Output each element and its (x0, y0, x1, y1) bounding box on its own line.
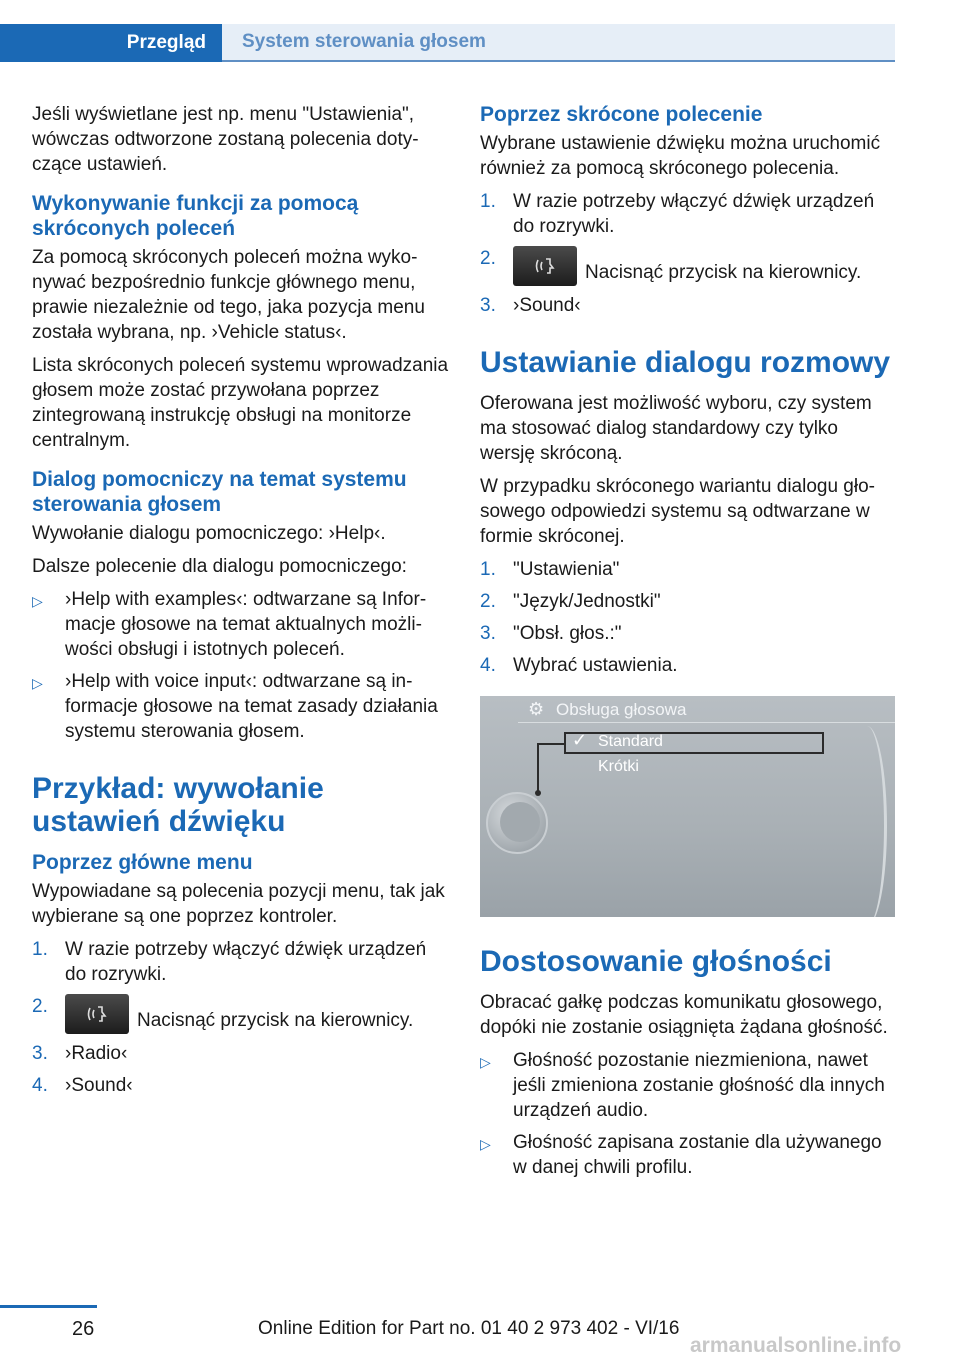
tab-overview[interactable]: Przegląd (0, 24, 222, 62)
paragraph: Lista skróconych poleceń systemu wprowadzania głosem może zostać przywołana poprzez zintegrowaną instrukcję obsługi na monitorze centralnym. (32, 355, 449, 451)
pointer-line-icon (530, 742, 570, 798)
list-item: ▷ Głośność pozostanie niezmieniona, nawet jeśli zmieniona zostanie głośność dla innych urządzeń audio. (480, 1050, 885, 1121)
paragraph: Wybrane ustawienie dźwięku można uruchomić również za pomocą skróconego polecenia. (480, 133, 881, 179)
bullet-list (480, 1048, 895, 1180)
voice-button-icon (65, 994, 129, 1034)
footer-line (0, 1305, 97, 1308)
voice-button-icon (513, 246, 577, 286)
section-heading-example: Przykład: wywołanie ustawień dźwięku (32, 772, 324, 838)
left-column (32, 102, 450, 1105)
numbered-list (32, 937, 450, 1098)
screen-divider (518, 722, 895, 723)
triangle-bullet-icon: ▷ (480, 1136, 491, 1152)
paragraph: Obracać gałkę podczas komunikatu głosowego, dopóki nie zostanie osiągnięta żądana głośność. (480, 992, 888, 1038)
subheading-short-command: Poprzez skrócone polecenie (480, 103, 763, 126)
list-item: 2. "Język/Jednostki" (480, 591, 661, 612)
screen-title: Obsługa głosowa (556, 700, 687, 719)
settings-gear-icon: ⚙ (528, 699, 545, 719)
numbered-list (480, 189, 895, 318)
subheading-shortcuts: Wykonywanie funkcji za pomocą skróconych poleceń (32, 192, 359, 240)
controller-knob-center (500, 802, 540, 842)
paragraph: Wywołanie dialogu pomocniczego: ›Help‹. (32, 523, 386, 544)
triangle-bullet-icon: ▷ (32, 593, 43, 609)
triangle-bullet-icon: ▷ (480, 1054, 491, 1070)
page-number: 26 (72, 1318, 95, 1340)
list-item: ▷ ›Help with voice input‹: odtwarzane są informacje głosowe na temat zasady działania systemu sterowania głosem. (32, 671, 438, 742)
right-column (480, 102, 895, 1187)
subheading-help-dialog: Dialog pomocniczy na temat systemu sterowania głosem (32, 468, 407, 516)
watermark: armanualsonline.info (690, 1334, 902, 1357)
header-divider (222, 60, 895, 62)
list-item: 3. "Obsł. głos.:" (480, 623, 622, 644)
paragraph: Wypowiadane są polecenia pozycji menu, tak jak wybierane są one poprzez kontroler. (32, 881, 445, 927)
edition-text: Online Edition for Part no. 01 40 2 973 402 - VI/16 (258, 1318, 680, 1339)
subheading-main-menu: Poprzez główne menu (32, 851, 253, 874)
list-item: 3. ›Sound‹ (480, 295, 581, 316)
list-item: 1. W razie potrzeby włączyć dźwięk urządzeń do rozrywki. (480, 191, 875, 237)
check-icon: ✓ (572, 730, 588, 750)
option-short: Krótki (598, 758, 639, 775)
triangle-bullet-icon: ▷ (32, 675, 43, 691)
numbered-list (480, 557, 895, 678)
bullet-list (32, 587, 450, 744)
idrive-screen-image (480, 696, 895, 917)
list-item: ▷ ›Help with examples‹: odtwarzane są Informacje głosowe na temat aktualnych możliwości obsługi i istotnych poleceń. (32, 589, 427, 660)
list-item: 1. W razie potrzeby włączyć dźwięk urządzeń do rozrywki. (32, 939, 427, 985)
list-item: ▷ Głośność zapisana zostanie dla używanego w danej chwili profilu. (480, 1132, 882, 1178)
paragraph: Za pomocą skróconych poleceń można wykonywać bezpośrednio funkcje głównego menu, prawie niezależnie od tego, jaka pozycja menu została wybrana, np. ›Vehicle status‹. (32, 247, 425, 343)
section-heading-dialog: Ustawianie dialogu rozmowy (480, 346, 891, 379)
paragraph: Jeśli wyświetlane jest np. menu "Ustawienia", wówczas odtworzone zostaną polecenia dotyczące ustawień. (32, 104, 419, 175)
list-item: 2. Nacisnąć przycisk na kierownicy. (32, 994, 450, 1034)
list-item: 4. Wybrać ustawienia. (480, 655, 678, 676)
list-item: 1. "Ustawienia" (480, 559, 620, 580)
tab-voice-control[interactable]: System sterowania głosem (222, 24, 895, 60)
paragraph: W przypadku skróconego wariantu dialogu głosowego odpowiedzi systemu są odtwarzane w formie skróconej. (480, 476, 875, 547)
list-item: 3. ›Radio‹ (32, 1043, 128, 1064)
page-header (0, 0, 960, 62)
paragraph: Dalsze polecenie dla dialogu pomocniczego: (32, 556, 407, 577)
section-heading-volume: Dostosowanie głośności (480, 945, 832, 978)
list-item: 4. ›Sound‹ (32, 1075, 133, 1096)
screen-edge-arc (847, 726, 887, 917)
paragraph: Oferowana jest możliwość wyboru, czy system ma stosować dialog standardowy czy tylko wersję skróconą. (480, 393, 872, 464)
list-item: 2. Nacisnąć przycisk na kierownicy. (480, 246, 895, 286)
option-standard: Standard (598, 733, 663, 750)
